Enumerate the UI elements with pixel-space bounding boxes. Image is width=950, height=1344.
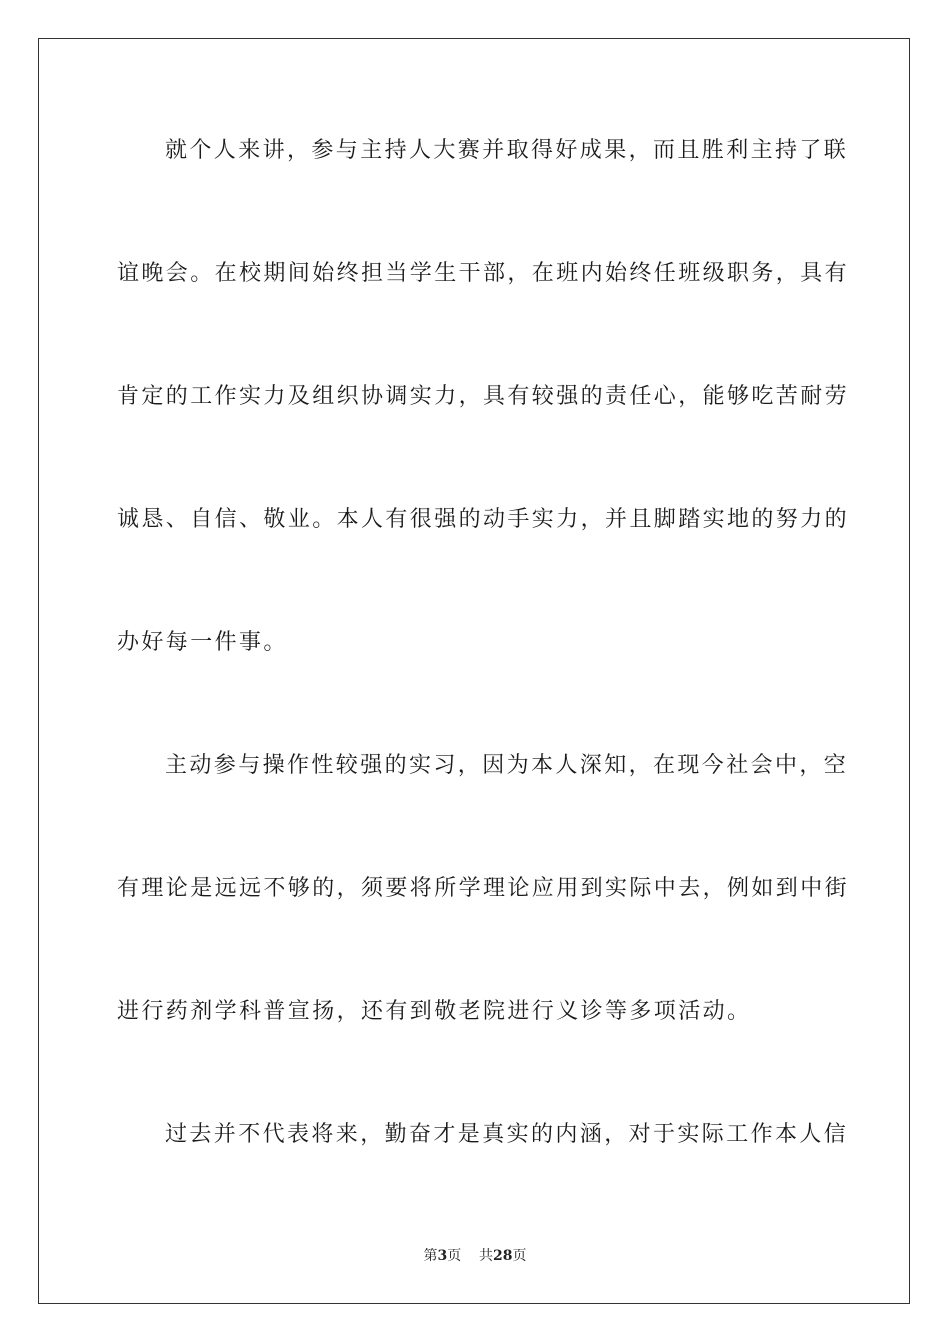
paragraph-line: 诚恳、自信、敬业。本人有很强的动手实力，并且脚踏实地的努力的	[117, 507, 850, 532]
paragraph-line: 过去并不代表将来，勤奋才是真实的内涵，对于实际工作本人信	[165, 1122, 849, 1147]
paragraph-line: 有理论是远远不够的，须要将所学理论应用到实际中去，例如到中街	[117, 876, 850, 901]
paragraph-line: 谊晚会。在校期间始终担当学生干部，在班内始终任班级职务，具有	[117, 261, 850, 286]
page-number: 3	[437, 1248, 448, 1264]
page-prefix: 第	[423, 1248, 438, 1264]
total-suffix: 页	[512, 1248, 527, 1264]
page-footer	[0, 1246, 950, 1266]
page-suffix: 页	[447, 1248, 462, 1264]
page-border	[38, 38, 910, 1304]
paragraph-line: 进行药剂学科普宣扬，还有到敬老院进行义诊等多项活动。	[117, 999, 752, 1024]
paragraph-line: 肯定的工作实力及组织协调实力，具有较强的责任心，能够吃苦耐劳	[117, 384, 850, 409]
paragraph-line: 办好每一件事。	[117, 630, 288, 655]
paragraph-line: 主动参与操作性较强的实习，因为本人深知，在现今社会中，空	[165, 753, 849, 778]
total-prefix: 共	[479, 1248, 494, 1264]
total-pages: 28	[493, 1248, 513, 1264]
paragraph-line: 就个人来讲，参与主持人大赛并取得好成果，而且胜利主持了联	[165, 138, 849, 163]
